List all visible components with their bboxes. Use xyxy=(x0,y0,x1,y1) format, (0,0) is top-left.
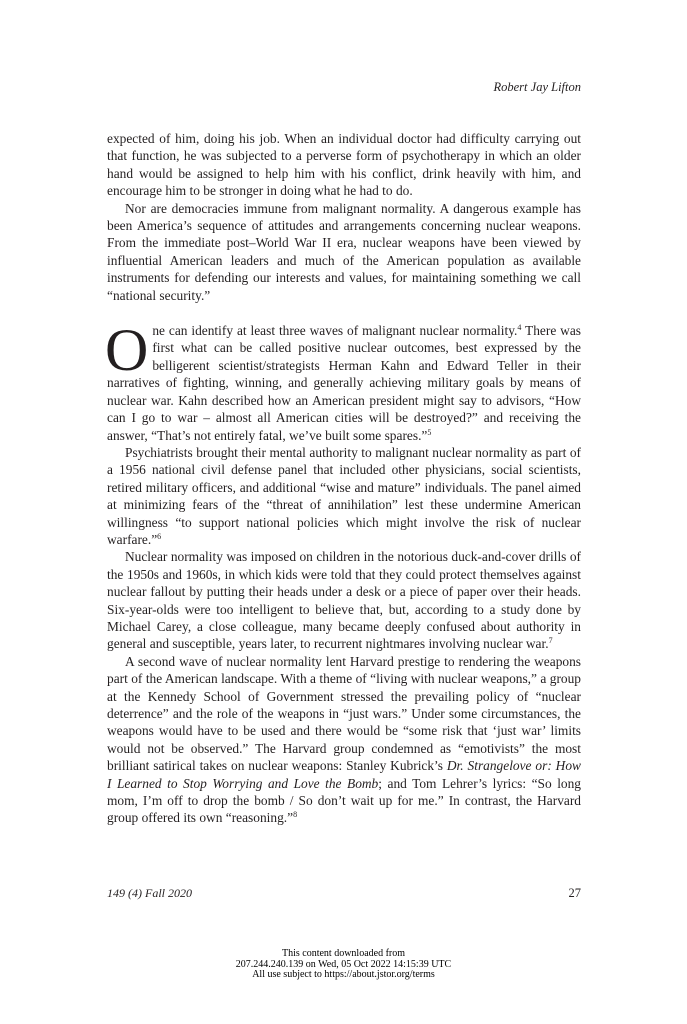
paragraph-three-waves xyxy=(105,317,582,444)
journal-issue: 149 (4) Fall 2020 xyxy=(107,886,192,900)
paragraph-second-wave xyxy=(107,653,581,827)
paragraph-continued: expected of him, doing his job. When an individual doctor had difficulty carrying out that function, he was subjected to a perverse form of psychotherapy in which an older hand would be assigned to help him with his conflict, drink heavily with him, and encourage him to be stronger in doing what he had to do. xyxy=(107,131,581,199)
footnote-ref[interactable]: 5 xyxy=(427,427,432,437)
paragraph-democracies: Nor are democracies immune from malignant normality. A dangerous example has been America’s sequence of attitudes and arrangements concerning nuclear weapons. From the immediate post–World War II era, nuclear weapons have been viewed by influential American leaders and much of the American population as available instruments for defending our interests and values, for maintaining something we call “national security.” xyxy=(107,200,581,303)
paragraph-text: Psychiatrists brought their mental authority to malignant nuclear normality as part of a 1956 national civil defense panel that included other physicians, social scientists, retired military officers, and additional “wise and mature” individuals. The panel aimed at minimizing fears of the “threat of annihilation” lest these undermine American willingness “to support national policies which might involve the risk of nuclear warfare.” xyxy=(107,444,581,547)
paragraph-text: ne can identify at least three waves of malignant nuclear normality. xyxy=(152,323,518,339)
paragraph-text: There was first what can be called positive nuclear outcomes, best expressed by the belligerent scientist/strategists Herman Kahn and Edward Teller in their narratives of fighting, winning, and generally achieving military goals by means of nuclear war. Kahn described how an American president might say to advisors, “How can I go to war – almost all American cities will be destroyed?” and receiving the answer, “That’s not entirely fatal, we’ve built some spares.” xyxy=(107,323,582,443)
paragraph-duck-and-cover xyxy=(107,548,581,652)
download-note-line[interactable]: All use subject to https://about.jstor.org/terms xyxy=(252,969,435,980)
download-note-line: This content downloaded from xyxy=(281,948,406,959)
paragraph-text: A second wave of nuclear normality lent Harvard prestige to rendering the weapons part of the American landscape. With a theme of “living with nuclear weapons,” a group at the Kennedy School of Government stressed the prevailing policy of “nuclear deterrence” and the role of the weapons in “just wars.” Under some circumstances, the weapons would have to be used and there would be “some risk that ‘just war’ limits would not be observed.” The Harvard group condemned as “emotivists” the most brilliant satirical takes on nuclear weapons: Stanley Kubrick’s xyxy=(107,653,581,774)
running-head-author: Robert Jay Lifton xyxy=(493,80,581,94)
footnote-ref[interactable]: 6 xyxy=(157,531,162,541)
paragraph-text: ; and Tom Lehrer’s lyrics: “So long mom, I’m off to drop the bomb / So don’t wait up for me.” In contrast, the Harvard group offered its own “reasoning.” xyxy=(107,775,582,826)
drop-cap: O xyxy=(105,317,149,384)
footnote-ref[interactable]: 7 xyxy=(548,636,553,646)
paragraph-text: Nuclear normality was imposed on children in the notorious duck-and-cover drills of the 1950s and 1960s, in which kids were told that they could protect themselves against nuclear fallout by putting their heads under a desk or a piece of paper over their heads. Six-year-olds were too intelligent to believe that, but, according to a study done by Michael Carey, a close colleague, many became deeply confused about authority in general and susceptible, years later, to recurrent nightmares involving nuclear war. xyxy=(107,549,581,652)
download-note-line: 207.244.240.139 on Wed, 05 Oct 2022 14:15:39 UTC xyxy=(235,958,452,970)
paragraph-psychiatrists xyxy=(107,444,581,548)
film-title: Dr. Strangelove or: How I Learned to Stop Worrying and Love the Bomb xyxy=(107,758,581,791)
section-break xyxy=(107,304,581,322)
jstor-download-note xyxy=(0,949,687,981)
footnote-ref[interactable]: 8 xyxy=(293,810,298,820)
article-body xyxy=(107,130,581,827)
page-number: 27 xyxy=(568,886,581,900)
footnote-ref[interactable]: 4 xyxy=(517,323,522,333)
